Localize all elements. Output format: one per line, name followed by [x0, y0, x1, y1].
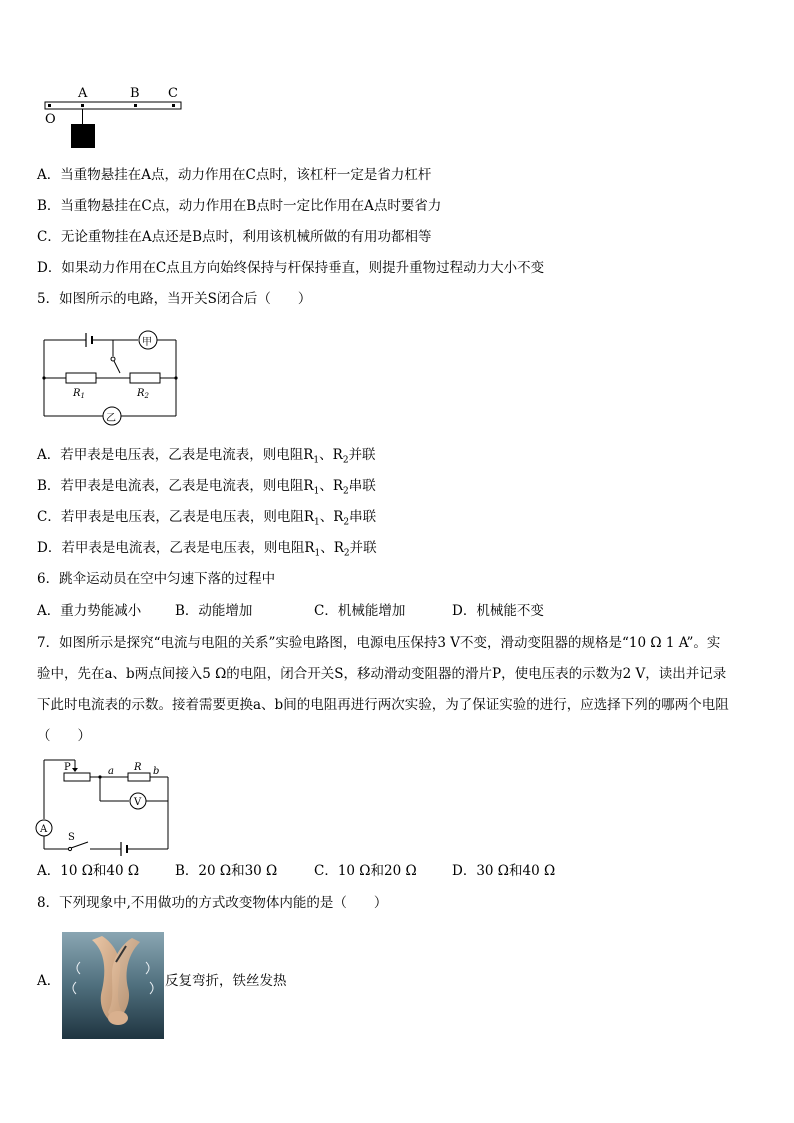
- q7-option-a: A．10 Ω和40 Ω: [37, 863, 140, 879]
- q8-bending-wire-photo: [62, 932, 164, 1039]
- ammeter-label: A: [40, 824, 48, 835]
- r2-label: $R_2$: [137, 388, 149, 400]
- q7-stem-line4: （ ）: [37, 728, 91, 744]
- q6-stem: 6．跳伞运动员在空中匀速下落的过程中: [37, 571, 276, 587]
- q6-option-b: B．动能增加: [175, 603, 253, 619]
- q8-stem: 8．下列现象中,不用做功的方式改变物体内能的是（ ）: [37, 895, 388, 911]
- switch-contact: [111, 357, 115, 361]
- q4-option-c: C．无论重物挂在A点还是B点时，利用该机械所做的有用功都相等: [37, 229, 432, 245]
- q7-option-b: B．20 Ω和30 Ω: [175, 863, 278, 879]
- q6-option-c: C．机械能增加: [314, 603, 406, 619]
- point-c-dot: [172, 104, 175, 107]
- resistor-r: [128, 773, 150, 781]
- q7-option-c: C．10 Ω和20 Ω: [314, 863, 417, 879]
- q5-option-b: B．若甲表是电流表，乙表是电流表，则电阻$R_1$、$R_2$串联: [37, 478, 376, 497]
- rheostat: [64, 773, 90, 781]
- q4-option-d: D．如果动力作用在C点且方向始终保持与杆保持垂直，则提升重物过程动力大小不变: [37, 260, 545, 276]
- q4-option-b: B．当重物悬挂在C点，动力作用在B点时一定比作用在A点时要省力: [37, 198, 442, 214]
- point-a-dot: [81, 104, 84, 107]
- resistor-r1: [66, 373, 96, 383]
- q7-circuit-diagram: [34, 756, 179, 856]
- slider-p-arrow: [72, 768, 78, 772]
- label-s: S: [68, 832, 75, 843]
- switch-s: [114, 361, 120, 373]
- q7-option-d: D．30 Ω和40 Ω: [452, 863, 556, 879]
- lever-figure: [40, 82, 190, 150]
- q5-option-c: C．若甲表是电压表，乙表是电压表，则电阻$R_1$、$R_2$串联: [37, 509, 377, 528]
- label-a: a: [108, 766, 114, 777]
- lever-bar: [45, 102, 181, 109]
- label-o: O: [45, 112, 56, 127]
- q7-stem-line1: 7．如图所示是探究“电流与电阻的关系”实验电路图，电源电压保持3 V不变，滑动变阻器的规格是“10 Ω 1 A”。实: [37, 635, 721, 651]
- meter-jia-label: 甲: [142, 337, 152, 348]
- q4-option-a: A．当重物悬挂在A点，动力作用在C点时，该杠杆一定是省力杠杆: [37, 167, 432, 183]
- r1-label: $R_1$: [73, 388, 85, 400]
- q6-option-d: D．机械能不变: [452, 603, 544, 619]
- resistor-r2: [130, 373, 160, 383]
- label-b: b: [153, 766, 160, 777]
- hanging-weight: [71, 124, 95, 148]
- label-p: P: [64, 762, 71, 773]
- q5-option-a: A．若甲表是电压表，乙表是电流表，则电阻$R_1$、$R_2$并联: [37, 447, 376, 466]
- q8-option-a-text: 反复弯折，铁丝发热: [165, 973, 287, 989]
- q5-circuit-diagram: [40, 326, 185, 426]
- q7-stem-line3: 下此时电流表的示数。接着需要更换a、b间的电阻再进行两次实验，为了保证实验的进行，应选择下列的哪两个电阻: [37, 697, 729, 713]
- point-b-dot: [134, 104, 137, 107]
- meter-yi-label: 乙: [106, 413, 116, 424]
- q6-option-a: A．重力势能减小: [37, 603, 142, 619]
- q8-option-a-label: A．: [37, 973, 61, 989]
- label-c: C: [168, 86, 178, 101]
- label-r: R: [134, 762, 142, 773]
- pivot-point-o: [48, 104, 51, 107]
- label-b: B: [130, 86, 140, 101]
- label-a: A: [78, 86, 88, 101]
- q7-stem-line2: 验中，先在a、b两点间接入5 Ω的电阻，闭合开关S，移动滑动变阻器的滑片P，使电压表的示数为2 V，读出并记录: [37, 666, 727, 682]
- q5-stem: 5．如图所示的电路，当开关S闭合后（ ）: [37, 291, 312, 307]
- q5-option-d: D．若甲表是电流表，乙表是电压表，则电阻$R_1$、$R_2$并联: [37, 540, 377, 559]
- voltmeter-label: V: [134, 797, 142, 808]
